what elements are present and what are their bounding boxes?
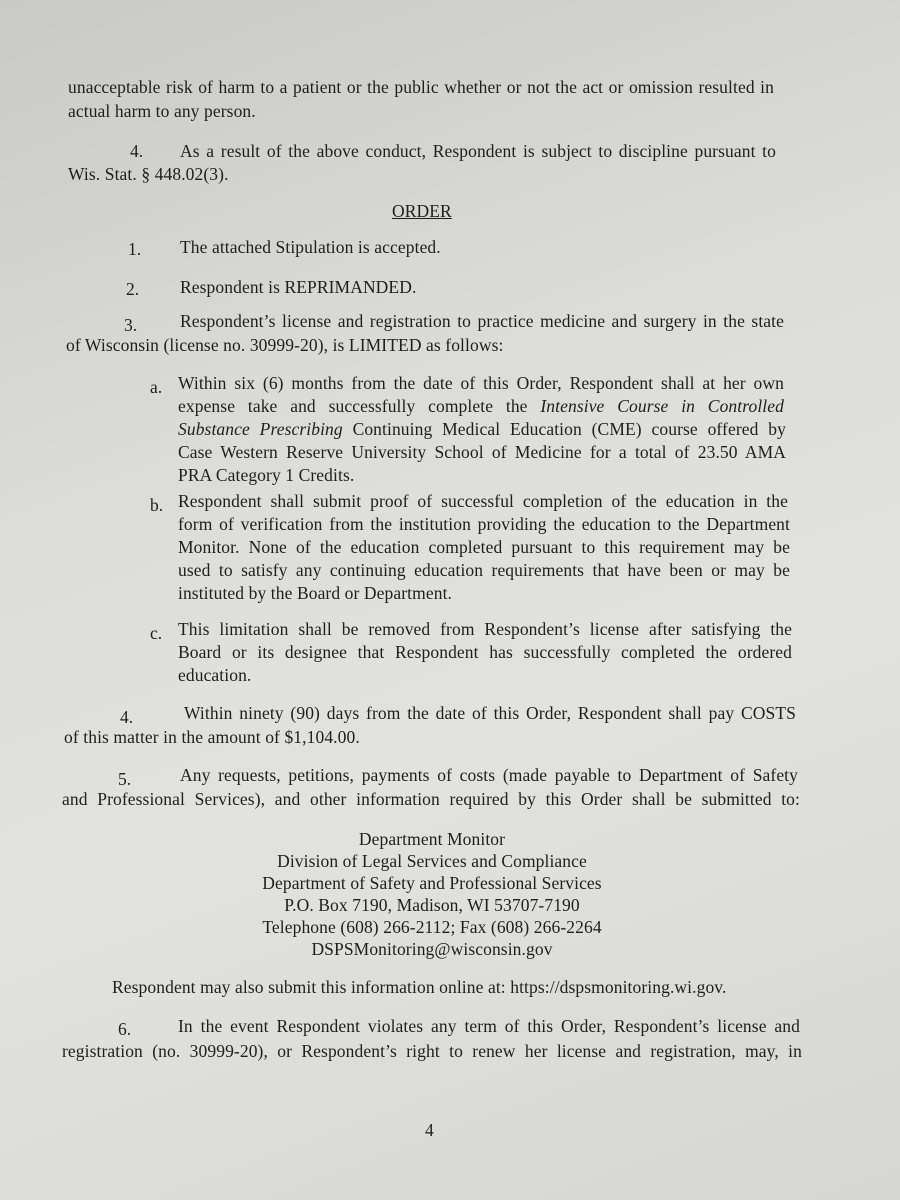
finding-4-line-2: Wis. Stat. § 448.02(3). bbox=[68, 164, 229, 184]
order-heading: ORDER bbox=[392, 201, 452, 221]
sub-a-label: a. bbox=[150, 377, 163, 397]
sub-a-line-1: Within six (6) months from the date of this Order, Respondent shall at her own bbox=[178, 373, 784, 393]
address-line-5: Telephone (608) 266-2112; Fax (608) 266-2264 bbox=[262, 917, 602, 937]
address-line-1: Department Monitor bbox=[358, 829, 506, 849]
order-1-number: 1. bbox=[128, 239, 142, 259]
sub-c-label: c. bbox=[150, 623, 163, 643]
address-line-3: Department of Safety and Professional Services bbox=[262, 873, 602, 893]
order-6-number: 6. bbox=[118, 1019, 132, 1039]
sub-b-line-4: used to satisfy any continuing education requirements that have been or may be bbox=[178, 560, 790, 580]
order-2-number: 2. bbox=[126, 279, 140, 299]
order-6-line-2: registration (no. 30999-20), or Respondent’s right to renew her license and registration, may, in bbox=[62, 1041, 802, 1061]
order-4-line-1: Within ninety (90) days from the date of this Order, Respondent shall pay COSTS bbox=[184, 703, 796, 723]
sub-b-line-3: Monitor. None of the education completed pursuant to this requirement may be bbox=[178, 537, 790, 557]
sub-b-label: b. bbox=[150, 495, 164, 515]
order-2-text: Respondent is REPRIMANDED. bbox=[180, 277, 417, 297]
sub-c-line-1: This limitation shall be removed from Respondent’s license after satisfying the bbox=[178, 619, 792, 639]
order-5-line-2: and Professional Services), and other information required by this Order shall be submitted to: bbox=[62, 789, 800, 809]
sub-a-course-title-part-2: Substance Prescribing bbox=[178, 419, 343, 439]
order-6-line-1: In the event Respondent violates any term of this Order, Respondent’s license and bbox=[178, 1016, 800, 1036]
online-submission-text: Respondent may also submit this information online at: https://dspsmonitoring.wi.gov. bbox=[112, 977, 727, 997]
order-3-number: 3. bbox=[124, 315, 138, 335]
finding-4-line-1: As a result of the above conduct, Respondent is subject to discipline pursuant to bbox=[180, 141, 776, 161]
address-email: DSPSMonitoring@wisconsin.gov bbox=[311, 939, 553, 959]
sub-b-line-5: instituted by the Board or Department. bbox=[178, 583, 453, 603]
sub-a-line-3 bbox=[178, 418, 786, 440]
sub-a-line-5: PRA Category 1 Credits. bbox=[178, 465, 355, 485]
sub-a-line-2-pre: expense take and successfully complete the bbox=[178, 396, 528, 416]
sub-a-line-4: Case Western Reserve University School of Medicine for a total of 23.50 AMA bbox=[178, 442, 786, 462]
sub-c-line-3: education. bbox=[178, 665, 252, 685]
order-3-line-2: of Wisconsin (license no. 30999-20), is LIMITED as follows: bbox=[66, 335, 504, 355]
order-5-number: 5. bbox=[118, 769, 132, 789]
sub-b-line-2: form of verification from the institution providing the education to the Department bbox=[178, 514, 790, 534]
sub-b-line-1: Respondent shall submit proof of successful completion of the education in the bbox=[178, 491, 788, 511]
order-5-line-1: Any requests, petitions, payments of costs (made payable to Department of Safety bbox=[180, 765, 798, 785]
finding-4-number: 4. bbox=[130, 141, 144, 161]
carryover-line-2: actual harm to any person. bbox=[68, 101, 256, 121]
order-4-line-2: of this matter in the amount of $1,104.00. bbox=[64, 727, 360, 747]
sub-c-line-2: Board or its designee that Respondent has successfully completed the ordered bbox=[178, 642, 792, 662]
sub-a-line-3-post: Continuing Medical Education (CME) course offered by bbox=[352, 419, 786, 439]
address-line-4: P.O. Box 7190, Madison, WI 53707-7190 bbox=[284, 895, 580, 915]
page-number: 4 bbox=[425, 1120, 434, 1140]
address-line-2: Division of Legal Services and Compliance bbox=[277, 851, 587, 871]
carryover-line-1: unacceptable risk of harm to a patient or the public whether or not the act or omission resulted in bbox=[68, 77, 774, 97]
order-3-line-1: Respondent’s license and registration to practice medicine and surgery in the state bbox=[180, 311, 784, 331]
order-1-text: The attached Stipulation is accepted. bbox=[180, 237, 441, 257]
sub-a-course-title-part-1: Intensive Course in Controlled bbox=[540, 396, 784, 416]
order-4-number: 4. bbox=[120, 707, 134, 727]
sub-a-line-2 bbox=[178, 395, 784, 417]
